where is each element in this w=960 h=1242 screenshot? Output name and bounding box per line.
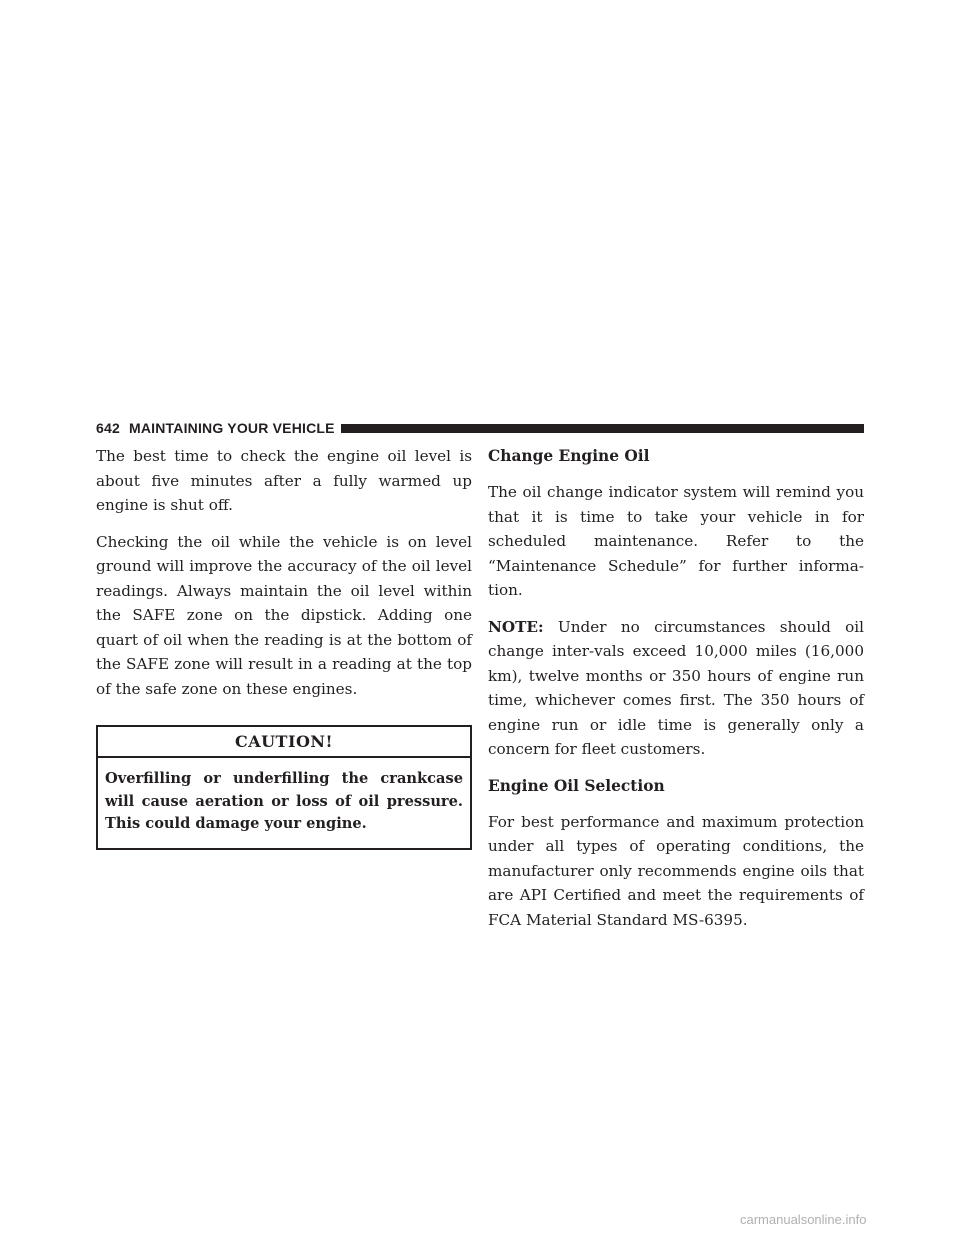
watermark: carmanualsonline.info — [740, 1212, 867, 1227]
page-header — [96, 416, 864, 440]
caution-title: CAUTION! — [98, 727, 470, 758]
heading-engine-oil-selection: Engine Oil Selection — [488, 776, 665, 795]
caution-text: Overfilling or underfilling the crankcase will cause aeration or loss of oil pressure. This could damage your engine. — [105, 770, 463, 832]
paragraph-best-time: The best time to check the engine oil level is about five minutes after a fully warmed up engine is shut off. — [96, 447, 472, 514]
caution-box — [96, 725, 472, 850]
paragraph-note — [488, 615, 864, 762]
heading-change-engine-oil: Change Engine Oil — [488, 447, 650, 465]
section-title: MAINTAINING YOUR VEHICLE — [128, 420, 335, 436]
left-column — [96, 444, 472, 850]
right-column — [488, 444, 864, 944]
paragraph-checking-oil: Checking the oil while the vehicle is on level ground will improve the accuracy of the oil level readings. Always maintain the oil level within the SAFE zone on the dipstick. Adding one quart of oil when the reading is at the bottom of the SAFE zone will result in a reading at the top of the safe zone on these engines. — [96, 532, 472, 698]
paragraph-oil-selection: For best performance and maximum protection under all types of operating conditions, the manufacturer only recommends engine oils that are API Certified and meet the requirements of FCA Material Standard MS-6395. — [488, 812, 864, 929]
note-text: Under no circumstances should oil change inter-vals exceed 10,000 miles (16,000 km), twelve months or 350 hours of engine run time, whichever comes first. The 350 hours of engine run or idle time is generally only a concern for fleet customers. — [488, 617, 864, 758]
note-label: NOTE: — [488, 617, 544, 636]
header-rule — [341, 424, 864, 433]
page-number: 642 — [96, 420, 120, 436]
paragraph-change-oil: The oil change indicator system will remind you that it is time to take your vehicle in for scheduled maintenance. Refer to the “Maintenance Schedule” for further informa-tion. — [488, 483, 864, 599]
